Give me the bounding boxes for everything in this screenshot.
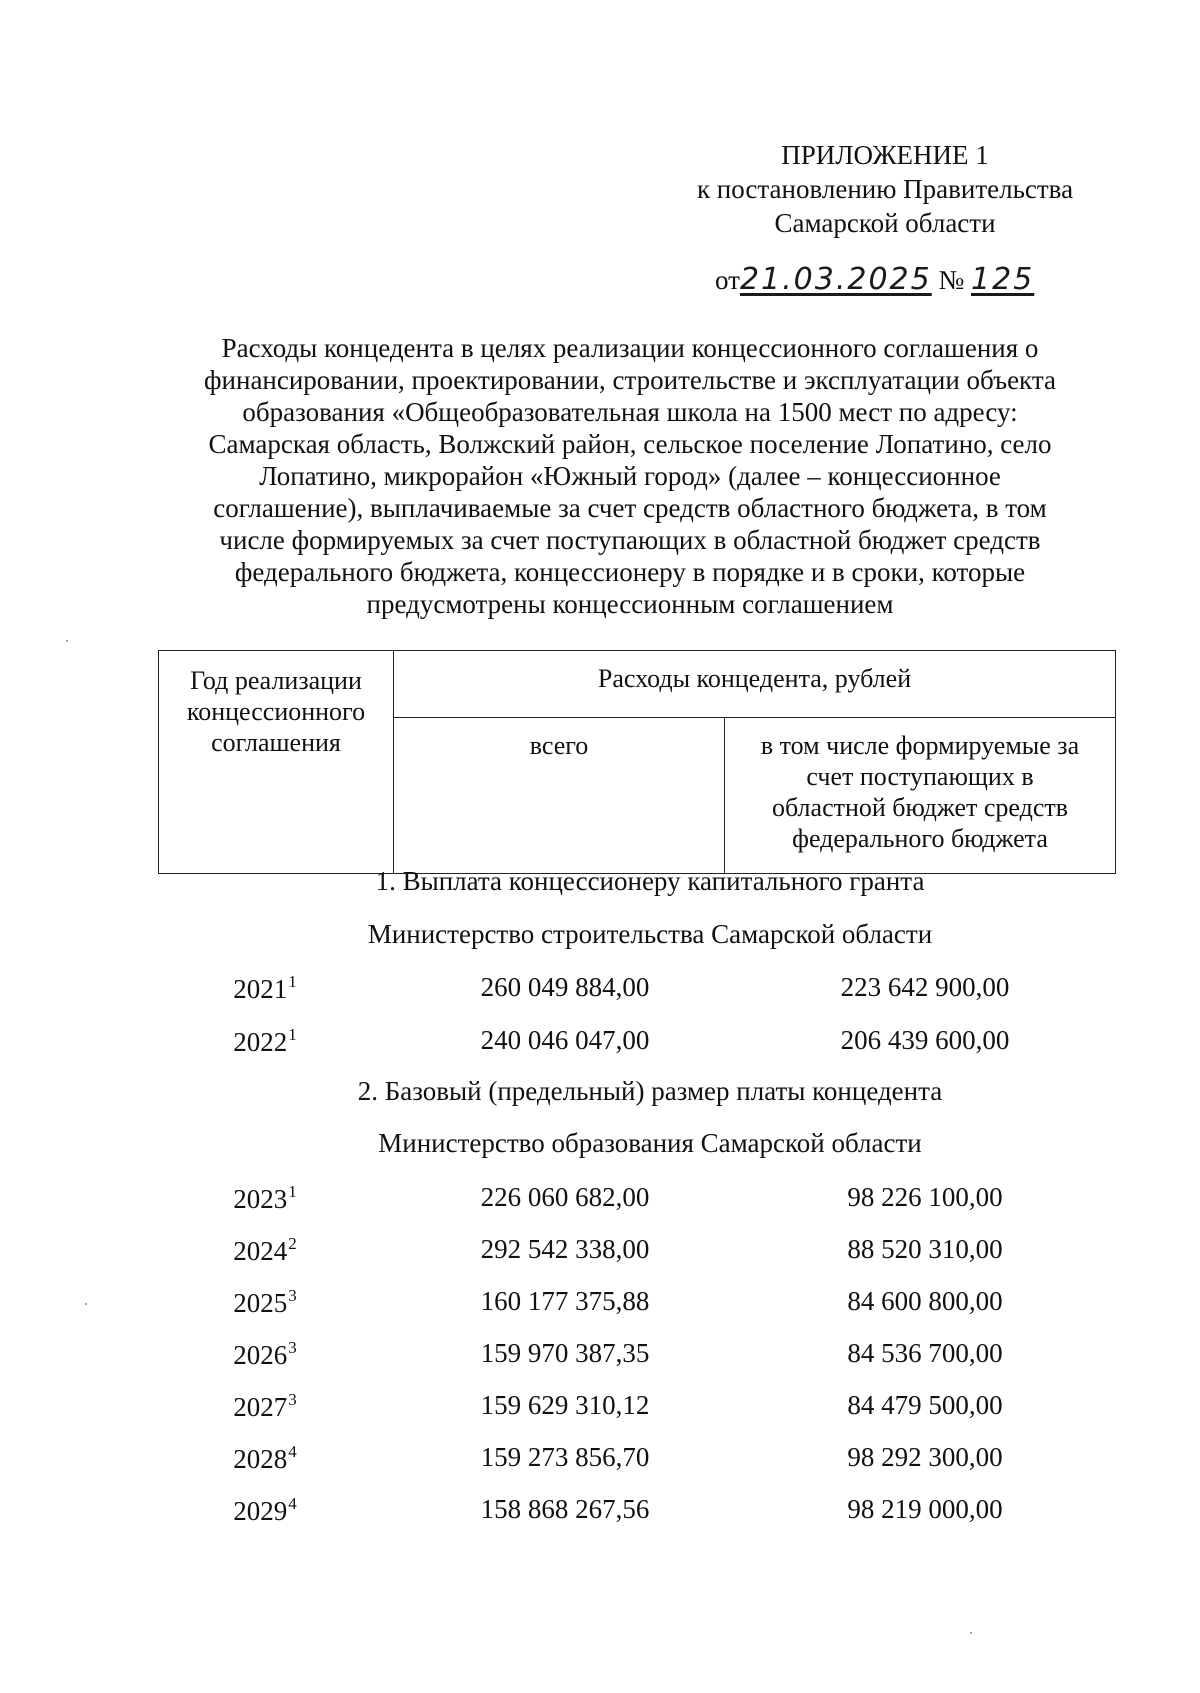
row-footnote-mark: 3 <box>288 1286 297 1305</box>
row-federal: 98 292 300,00 <box>847 1442 1003 1472</box>
scan-speck <box>970 1632 972 1634</box>
row-year: 2027$^3$ <box>233 1390 297 1422</box>
row-year: 2028$^4$ <box>233 1442 297 1474</box>
appendix-heading <box>650 138 1120 240</box>
header-year-cell: Год реализации концессионного соглашения <box>159 651 394 874</box>
decree-reference <box>715 262 1034 297</box>
row-year: 2022$^1$ <box>233 1025 297 1057</box>
row-federal: 88 520 310,00 <box>847 1234 1003 1264</box>
title-line: Лопатино, микрорайон «Южный город» (далее – концессионное <box>259 461 1001 491</box>
row-year: 2025$^3$ <box>233 1286 297 1318</box>
row-federal: 84 479 500,00 <box>847 1390 1003 1420</box>
table-row <box>0 1442 1200 1482</box>
row-total: 159 273 856,70 <box>480 1442 650 1472</box>
title-line: финансировании, проектировании, строительстве и эксплуатации объекта <box>204 365 1056 395</box>
scan-speck <box>66 640 68 642</box>
row-federal: 98 219 000,00 <box>847 1494 1003 1524</box>
section-title: 1. Выплата концессионеру капитального гранта <box>375 866 925 896</box>
row-total: 226 060 682,00 <box>480 1182 650 1212</box>
row-total: 240 046 047,00 <box>480 1025 650 1055</box>
decree-number-label: № <box>938 265 965 295</box>
decree-number: 125 <box>971 262 1035 297</box>
table-row <box>0 1286 1200 1326</box>
table-row <box>0 1025 1200 1065</box>
row-total: 292 542 338,00 <box>480 1234 650 1264</box>
table-row <box>0 1338 1200 1378</box>
section-ministry: Министерство образования Самарской области <box>378 1128 922 1158</box>
row-federal: 98 226 100,00 <box>847 1182 1003 1212</box>
row-footnote-mark: 3 <box>288 1390 297 1409</box>
title-line: образования «Общеобразовательная школа на 1500 мест по адресу: <box>242 397 1018 427</box>
table-row <box>0 1494 1200 1534</box>
row-total: 160 177 375,88 <box>480 1286 650 1316</box>
row-federal: 84 536 700,00 <box>847 1338 1003 1368</box>
table-row <box>0 1182 1200 1222</box>
document-title <box>150 332 1110 620</box>
decree-from-label: от <box>715 265 740 295</box>
row-footnote-mark: 1 <box>288 972 297 991</box>
header-federal-cell: в том числе формируемые за счет поступающих в областной бюджет средств федерального бюджета <box>725 718 1116 874</box>
table-row <box>0 972 1200 1012</box>
header-total-cell: всего <box>394 718 725 874</box>
decree-date: 21.03.2025 <box>739 262 932 297</box>
title-line: соглашение), выплачиваемые за счет средств областного бюджета, в том <box>213 493 1047 523</box>
row-federal: 206 439 600,00 <box>840 1025 1010 1055</box>
row-year: 2023$^1$ <box>233 1182 297 1214</box>
row-footnote-mark: 3 <box>288 1338 297 1357</box>
table-row <box>0 1234 1200 1274</box>
row-total: 159 970 387,35 <box>480 1338 650 1368</box>
row-year: 2024$^2$ <box>233 1234 297 1266</box>
row-total: 260 049 884,00 <box>480 972 650 1002</box>
row-footnote-mark: 1 <box>288 1182 297 1201</box>
row-footnote-mark: 1 <box>288 1025 297 1044</box>
row-footnote-mark: 2 <box>288 1234 297 1253</box>
header-expenses-group-cell: Расходы концедента, рублей <box>394 651 1116 718</box>
table-row <box>0 1390 1200 1430</box>
row-footnote-mark: 4 <box>288 1442 297 1461</box>
title-line: Самарская область, Волжский район, сельское поселение Лопатино, село <box>208 429 1052 459</box>
title-line: числе формируемых за счет поступающих в областной бюджет средств <box>219 525 1041 555</box>
section-title: 2. Базовый (предельный) размер платы концедента <box>357 1076 943 1106</box>
row-footnote-mark: 4 <box>288 1494 297 1513</box>
row-year: 2021$^1$ <box>233 972 297 1004</box>
row-federal: 223 642 900,00 <box>840 972 1010 1002</box>
appendix-subtitle: к постановлению Правительства <box>696 174 1074 204</box>
row-year: 2026$^3$ <box>233 1338 297 1370</box>
title-line: Расходы концедента в целях реализации концессионного соглашения о <box>221 333 1039 363</box>
expenses-table-header <box>158 650 1116 874</box>
row-federal: 84 600 800,00 <box>847 1286 1003 1316</box>
row-total: 159 629 310,12 <box>480 1390 650 1420</box>
row-year: 2029$^4$ <box>233 1494 297 1526</box>
title-line: предусмотрены концессионным соглашением <box>366 589 894 619</box>
section-ministry: Министерство строительства Самарской области <box>367 919 933 949</box>
scan-speck <box>85 1303 87 1305</box>
title-line: федерального бюджета, концессионеру в порядке и в сроки, которые <box>234 557 1026 587</box>
appendix-region: Самарской области <box>774 208 996 238</box>
row-total: 158 868 267,56 <box>480 1494 650 1524</box>
appendix-title: ПРИЛОЖЕНИЕ 1 <box>781 140 989 170</box>
